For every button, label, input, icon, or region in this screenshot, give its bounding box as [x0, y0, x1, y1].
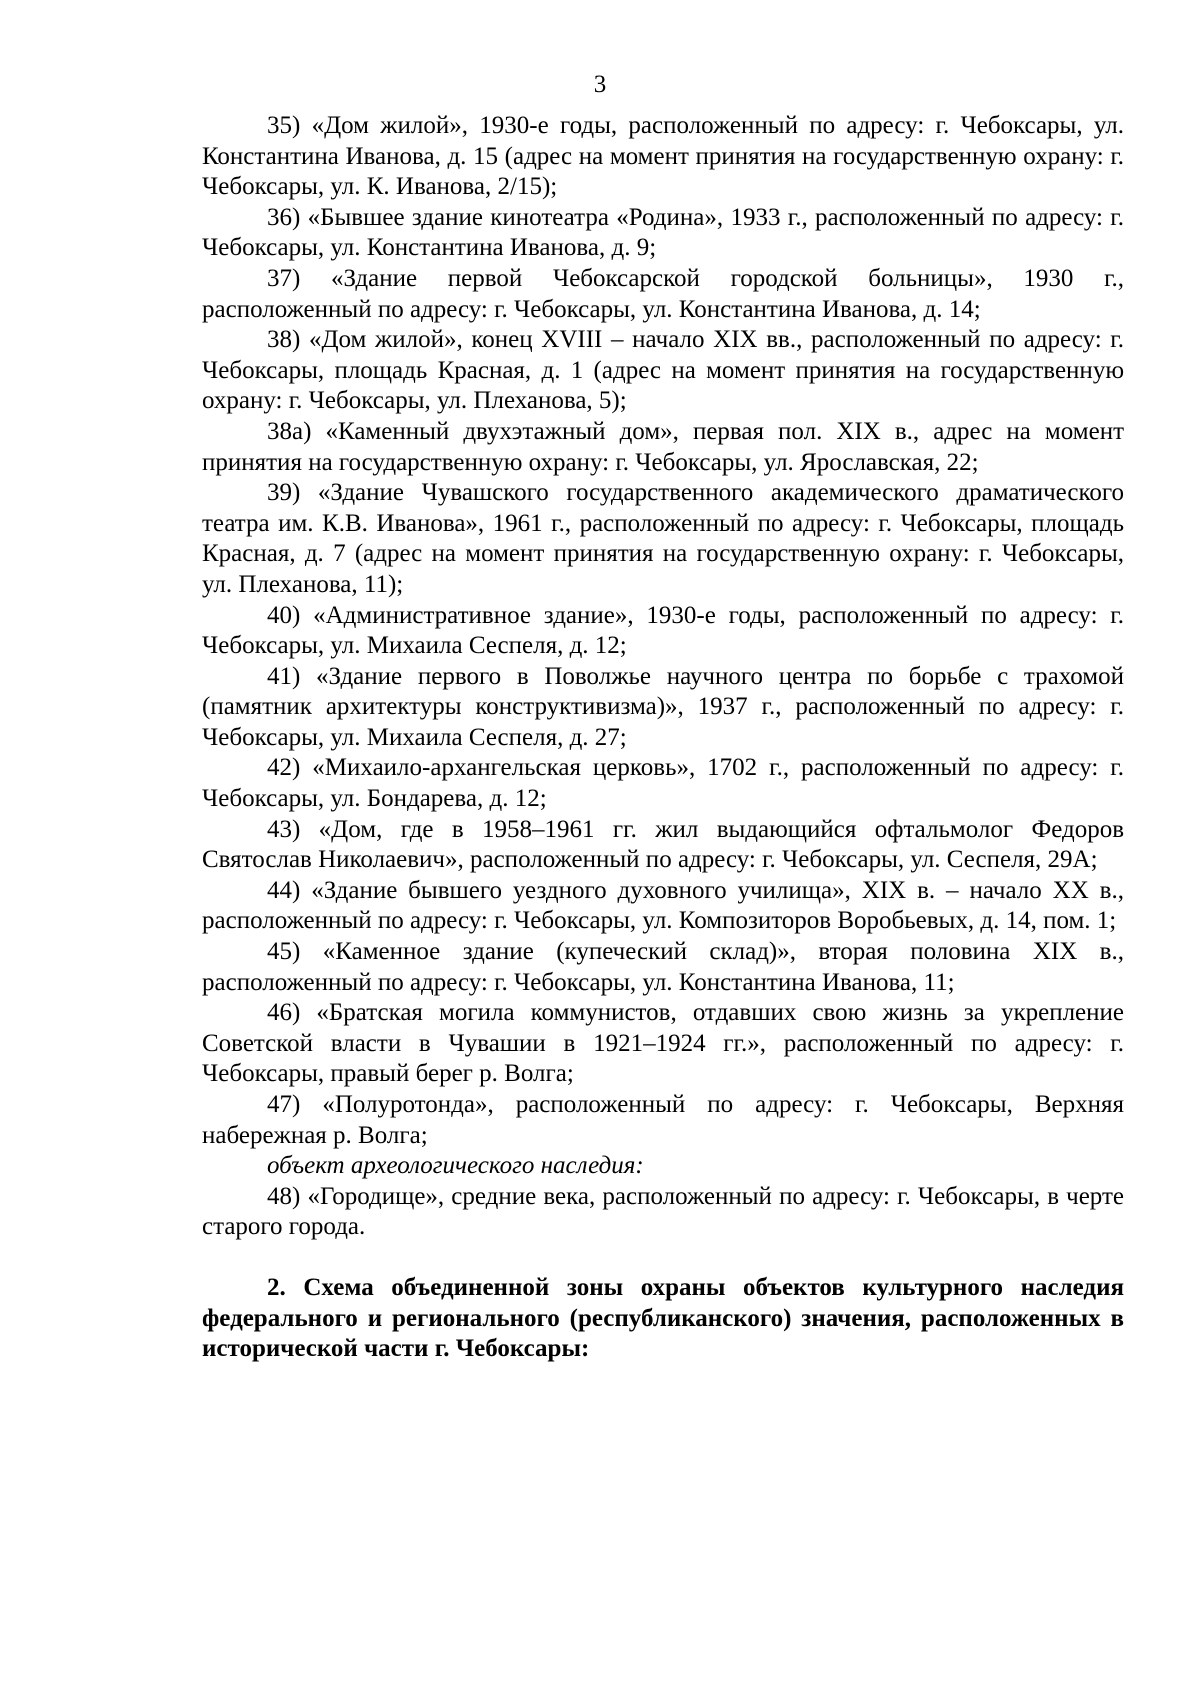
- page-number: 3: [593, 71, 607, 98]
- document-body: [202, 111, 1124, 1365]
- list-item-46: 46) «Братская могила коммунистов, отдавших свою жизнь за укрепление Советской власти в Чувашии в 1921–1924 гг.», расположенный по адресу: г. Чебоксары, правый берег р. Волга;: [202, 999, 1124, 1088]
- list-item-38: 38) «Дом жилой», конец XVIII – начало XIX вв., расположенный по адресу: г. Чебоксары, площадь Красная, д. 1 (адрес на момент принятия на государственную охрану: г. Чебоксары, ул. Плеханова, 5);: [202, 326, 1124, 415]
- list-item-42: 42) «Михаило-архангельская церковь», 1702 г., расположенный по адресу: г. Чебоксары, ул. Бондарева, д. 12;: [202, 754, 1124, 813]
- list-item-45: 45) «Каменное здание (купеческий склад)», вторая половина XIX в., расположенный по адресу: г. Чебоксары, ул. Константина Иванова, 11;: [202, 938, 1124, 996]
- list-item-39: 39) «Здание Чувашского государственного академического драматического театра им. К.В. Иванова», 1961 г., расположенный по адресу: г. Чебоксары, площадь Красная, д. 7 (адрес на момент принятия на государственную охрану: г. Чебоксары, ул. Плеханова, 11);: [202, 479, 1124, 598]
- list-item-48: 48) «Городище», средние века, расположенный по адресу: г. Чебоксары, в черте старого города.: [202, 1182, 1124, 1241]
- list-item-44: 44) «Здание бывшего уездного духовного училища», XIX в. – начало XX в., расположенный по адресу: г. Чебоксары, ул. Композиторов Воробьевых, д. 14, пом. 1;: [202, 876, 1124, 935]
- section-heading: 2. Схема объединенной зоны охраны объектов культурного наследия федерального и регионального (республиканского) значения, расположенных в исторической части г. Чебоксары:: [202, 1273, 1124, 1363]
- list-item-35: 35) «Дом жилой», 1930-е годы, расположенный по адресу: г. Чебоксары, ул. Константина Иванова, д. 15 (адрес на момент принятия на государственную охрану: г. Чебоксары, ул. К. Иванова, 2/15);: [202, 112, 1124, 201]
- list-item-41: 41) «Здание первого в Поволжье научного центра по борьбе с трахомой (памятник архитектуры конструктивизма)», 1937 г., расположенный по адресу: г. Чебоксары, ул. Михаила Сеспеля, д. 27;: [202, 662, 1124, 751]
- list-item-36: 36) «Бывшее здание кинотеатра «Родина», 1933 г., расположенный по адресу: г. Чебоксары, ул. Константина Иванова, д. 9;: [202, 203, 1124, 262]
- archaeology-label: объект археологического наследия:: [267, 1152, 644, 1180]
- list-item-40: 40) «Административное здание», 1930-е годы, расположенный по адресу: г. Чебоксары, ул. Михаила Сеспеля, д. 12;: [202, 601, 1124, 660]
- list-item-38a: 38а) «Каменный двухэтажный дом», первая пол. XIX в., адрес на момент принятия на государственную охрану: г. Чебоксары, ул. Ярославская, 22;: [202, 417, 1124, 476]
- list-item-47: 47) «Полуротонда», расположенный по адресу: г. Чебоксары, Верхняя набережная р. Волга;: [202, 1091, 1124, 1149]
- list-item-37: 37) «Здание первой Чебоксарской городской больницы», 1930 г., расположенный по адресу: г. Чебоксары, ул. Константина Иванова, д. 14;: [202, 264, 1124, 323]
- list-item-43: 43) «Дом, где в 1958–1961 гг. жил выдающийся офтальмолог Федоров Святослав Николаевич», расположенный по адресу: г. Чебоксары, ул. Сеспеля, 29А;: [202, 815, 1124, 874]
